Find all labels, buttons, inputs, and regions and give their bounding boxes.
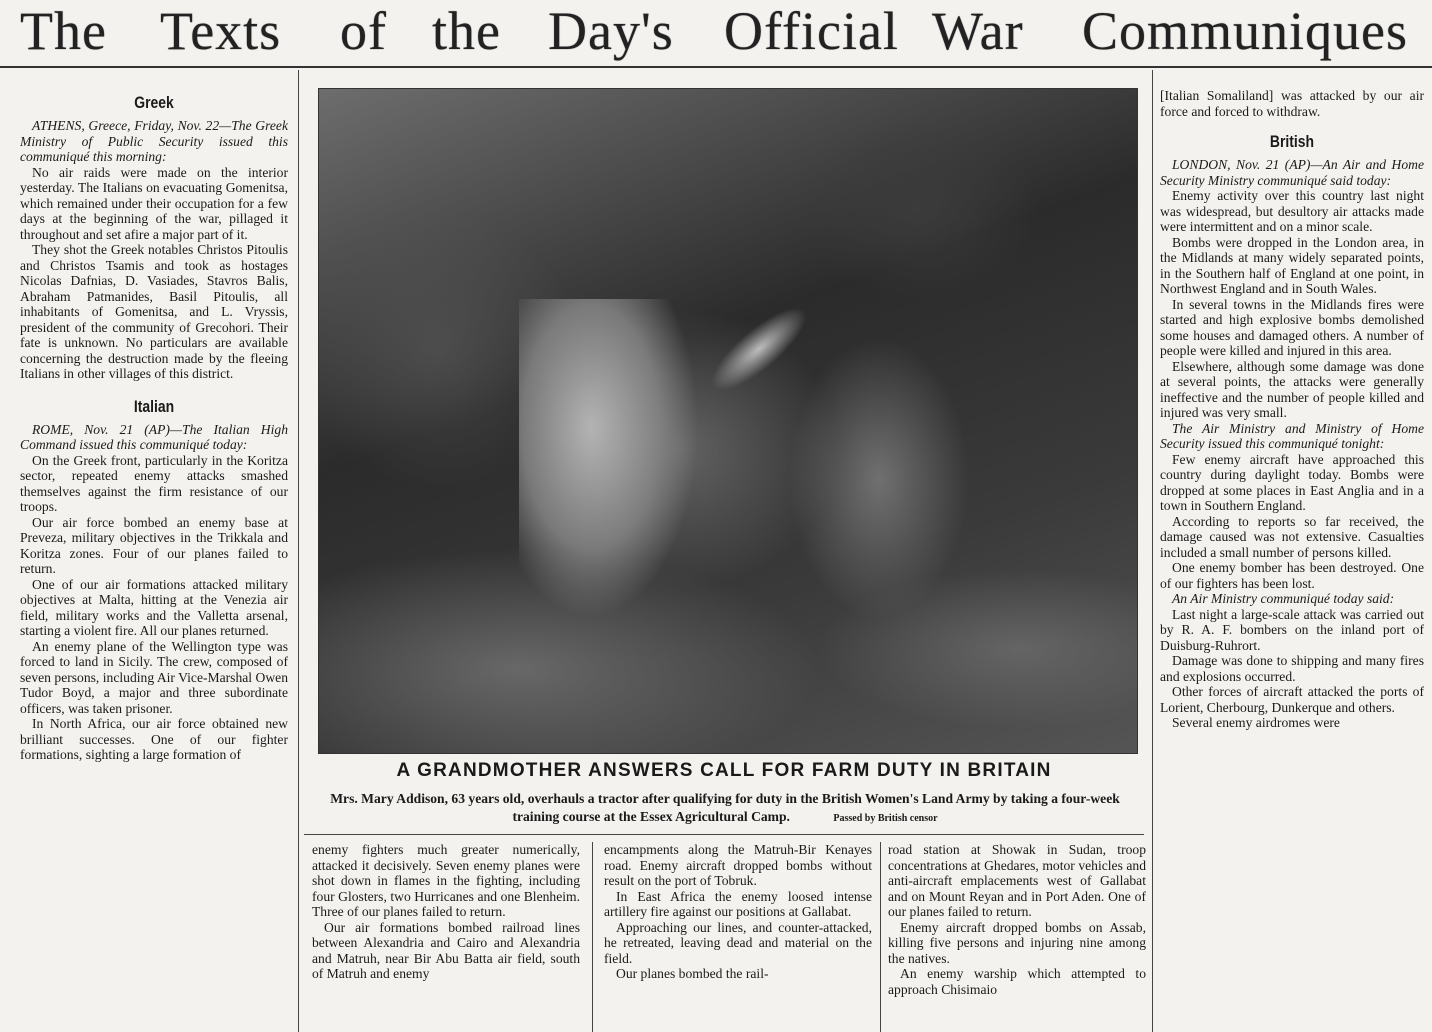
bottom-paragraph: encampments along the Matruh-Bir Kenayes road. Enemy aircraft dropped bombs without result on the port of Tobruk. [604,842,872,888]
bottom-column-3 [888,842,1146,1032]
british-paragraph: Other forces of aircraft attacked the ports of Lorient, Cherbourg, Dunkerque and others. [1160,684,1424,715]
headline-word: Official [724,1,899,61]
bottom-paragraph: Our air formations bombed railroad lines between Alexandria and Cairo and Alexandria and Matruh, near Bir Abu Batta air field, south of Matruh and enemy [312,919,580,981]
bottom-paragraph: Approaching our lines, and counter-attacked, he retreated, leaving dead and material on the field. [604,919,872,966]
greek-paragraph: No air raids were made on the interior yesterday. The Italians on evacuating Gomenitsa, which remained under their occupation for a few days at the beginning of the war, pillaged it throughout and set afire a major part of it. [20,164,288,242]
column-rule [880,842,881,1032]
british-paragraph: In several towns in the Midlands fires were started and high explosive bombs demolished some houses and damaged others. A number of people were killed and injured in this area. [1160,296,1424,358]
british-paragraph: Few enemy aircraft have approached this country during daylight today. Bombs were dropped at some places in East Anglia and in a town in Southern England. [1160,451,1424,513]
bottom-paragraph: Our planes bombed the rail- [616,966,769,981]
headline-word: War [932,1,1024,61]
italian-dateline: ROME, Nov. 21 (AP)—The Italian High Command issued this communiqué today: [20,421,288,452]
section-heading-british: British [1269,132,1315,151]
british-dateline-3: An Air Ministry communiqué today said: [1172,591,1395,606]
right-top-text: [Italian Somaliland] was attacked by our air force and forced to withdraw. [1160,88,1424,119]
column-rule [1152,70,1153,1032]
bottom-paragraph: An enemy warship which attempted to approach Chisimaio [888,966,1146,997]
section-heading-italian: Italian [133,396,175,416]
headline-rule [0,66,1432,68]
photo-caption-body [312,790,1138,828]
british-paragraph: Several enemy airdromes were [1172,715,1340,730]
column-rule [298,70,299,1032]
bottom-paragraph: In East Africa the enemy loosed intense artillery fire against our positions at Gallabat. [604,888,872,919]
greek-paragraph: They shot the Greek notables Christos Pitoulis and Christos Tsamis and took as hostages Nicolas Dafnias, D. Vasiades, Stavros Balis, Abraham Patmanides, Basil Pitoulis, all inhabitants of Gomenitsa, and L. Vryssis, president of the community of Grecohori. Their fate is unknown. No particulars are available concerning the destruction made by the fleeing Italians in other villages of this district. [20,242,288,381]
british-dateline-2: The Air Ministry and Ministry of Home Security issued this communiqué tonight: [1160,420,1424,451]
headline-word: Day's [548,1,674,61]
bottom-paragraph: enemy fighters much greater numerically, attacked it decisively. Seven enemy planes were shot down in flames in the fighting, including four Glosters, two Hurricanes and one Blenheim. Three of our planes failed to return. [312,842,580,919]
tractor-photo [318,88,1138,754]
section-heading-greek: Greek [134,93,174,112]
british-paragraph: Bombs were dropped in the London area, in the Midlands at many widely separated points, in the Southern half of England at one point, in Northwest England and in South Wales. [1160,234,1424,296]
italian-paragraph: An enemy plane of the Wellington type was forced to land in Sicily. The crew, composed of seven persons, including Air Vice-Marshal Owen Tudor Boyd, a major and three subordinate officers, was taken prisoner. [20,638,288,716]
photo-credit: Passed by British censor [833,813,938,824]
italian-paragraph: On the Greek front, particularly in the Koritza sector, repeated enemy attacks smashed themselves against the firm resistance of our troops. [20,452,288,514]
photo-caption-title: A GRANDMOTHER ANSWERS CALL FOR FARM DUTY IN BRITAIN [396,760,1052,781]
caption-rule [304,834,1144,835]
bottom-paragraph: Enemy aircraft dropped bombs on Assab, killing five persons and injuring nine among the natives. [888,919,1146,966]
british-paragraph: Enemy activity over this country last night was widespread, but desultory air attacks made were intermittent and on a minor scale. [1160,188,1424,234]
bottom-column-2 [604,842,872,1032]
photo-figure-shape [519,299,699,619]
british-paragraph: One enemy bomber has been destroyed. One of our fighters has been lost. [1160,560,1424,591]
british-paragraph: According to reports so far received, the damage caused was not extensive. Casualties included a small number of persons killed. [1160,513,1424,560]
headline-word: Texts [160,1,282,61]
british-paragraph: Elsewhere, although some damage was done at several points, the attacks were generally ineffective and the number of people killed and injured was very small. [1160,358,1424,420]
page-headline [20,0,1420,62]
right-column [1160,88,1424,1032]
italian-paragraph: One of our air formations attacked military objectives at Malta, hitting at the Venezia air field, military works and the Valletta arsenal, starting a violent fire. All our planes returned. [20,576,288,638]
headline-word: the [432,1,501,61]
photo-caption-text: Mrs. Mary Addison, 63 years old, overhauls a tractor after qualifying for duty in the British Women's Land Army by taking a four-week training course at the Essex Agricultural Camp. [330,791,1120,824]
italian-paragraph: Our air force bombed an enemy base at Preveza, military objectives in the Trikkala and Koritza zones. Four of our planes failed to return. [20,514,288,576]
bottom-column-1 [312,842,580,1032]
column-rule [592,842,593,1032]
headline-word: Communiques [1082,1,1409,61]
british-paragraph: Last night a large-scale attack was carried out by R. A. F. bombers on the inland port of Duisburg-Ruhrort. [1160,606,1424,653]
left-column [20,88,288,1032]
british-dateline: LONDON, Nov. 21 (AP)—An Air and Home Security Ministry communiqué said today: [1160,157,1424,188]
photo-arm-shape [700,295,818,403]
greek-dateline: ATHENS, Greece, Friday, Nov. 22—The Greek Ministry of Public Security issued this communiqué this morning: [20,118,288,164]
italian-paragraph: In North Africa, our air force obtained new brilliant successes. One of our fighter formations, sighting a large formation of [20,716,288,762]
bottom-paragraph: road station at Showak in Sudan, troop concentrations at Ghedares, motor vehicles and anti-aircraft emplacements west of Gallabat and on Mount Reyan and in Port Aden. One of our planes failed to return. [888,842,1146,919]
headline-word: of [340,1,387,61]
headline-word: The [20,1,107,61]
british-paragraph: Damage was done to shipping and many fires and explosions occurred. [1160,653,1424,684]
